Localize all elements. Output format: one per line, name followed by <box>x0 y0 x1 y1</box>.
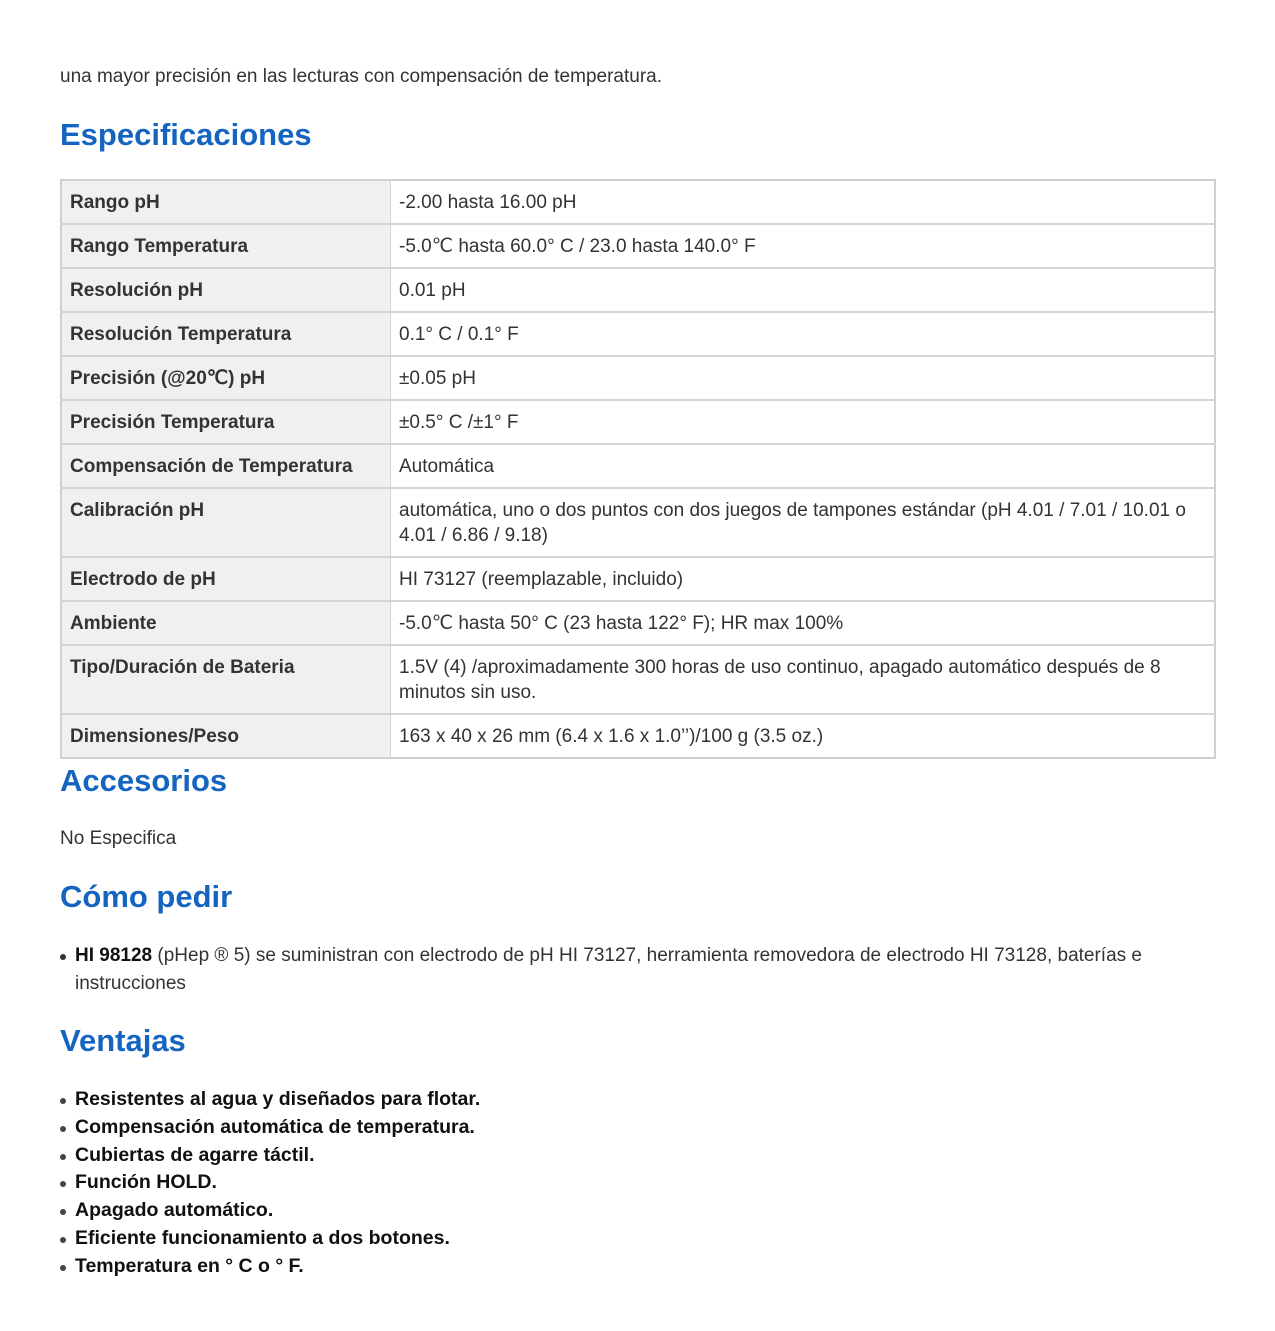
advantage-text: Eficiente funcionamiento a dos botones. <box>75 1226 450 1249</box>
spec-value: -2.00 hasta 16.00 pH <box>391 180 1216 224</box>
table-row <box>61 444 1215 488</box>
spec-value: ±0.05 pH <box>391 356 1216 400</box>
advantage-text: Compensación automática de temperatura. <box>75 1115 475 1138</box>
table-row <box>61 268 1215 312</box>
list-item <box>60 1142 480 1170</box>
list-item <box>60 1086 480 1114</box>
bullet-icon <box>60 1265 66 1271</box>
accessories-text: No Especifica <box>60 828 177 849</box>
spec-label: Rango pH <box>61 180 391 224</box>
spec-label: Resolución Temperatura <box>61 312 391 356</box>
accessories-heading: Accesorios <box>60 763 228 798</box>
list-item <box>60 1114 480 1142</box>
spec-label: Resolución pH <box>61 268 391 312</box>
bullet-icon <box>60 1209 66 1215</box>
list-item <box>60 1197 480 1225</box>
advantage-text: Resistentes al agua y diseñados para flotar. <box>75 1088 481 1110</box>
bullet-icon <box>60 1154 66 1160</box>
list-item <box>60 1253 480 1281</box>
advantage-text: Apagado automático. <box>75 1199 274 1222</box>
table-row <box>61 488 1215 557</box>
spec-value: 163 x 40 x 26 mm (6.4 x 1.6 x 1.0’’)/100 g (3.5 oz.) <box>391 714 1216 758</box>
spec-label: Precisión Temperatura <box>61 400 391 444</box>
advantages-list <box>60 1086 480 1281</box>
spec-label: Dimensiones/Peso <box>61 714 391 758</box>
specifications-table <box>60 179 1216 759</box>
table-row <box>61 645 1215 714</box>
specifications-heading: Especificaciones <box>60 117 312 152</box>
table-row <box>61 714 1215 758</box>
spec-value: ±0.5° C /±1° F <box>391 400 1216 444</box>
how-to-order-heading: Cómo pedir <box>60 879 233 914</box>
table-row <box>61 312 1215 356</box>
list-item <box>60 1169 480 1197</box>
spec-value: automática, uno o dos puntos con dos juegos de tampones estándar (pH 4.01 / 7.01 / 10.01 o 4.01 / 6.86 / 9.18) <box>391 488 1216 557</box>
bullet-icon <box>60 954 66 960</box>
spec-value: 1.5V (4) /aproximadamente 300 horas de uso continuo, apagado automático después de 8 minutos sin uso. <box>391 645 1216 714</box>
table-row <box>61 400 1215 444</box>
table-row <box>61 356 1215 400</box>
advantage-text: Función HOLD. <box>75 1171 217 1194</box>
spec-label: Compensación de Temperatura <box>61 444 391 488</box>
spec-value: 0.01 pH <box>391 268 1216 312</box>
table-row <box>61 180 1215 224</box>
spec-value: -5.0℃ hasta 50° C (23 hasta 122° F); HR max 100% <box>391 601 1216 645</box>
bullet-icon <box>60 1237 66 1243</box>
order-list <box>60 942 1180 998</box>
order-description: (pHep ® 5) se suministran con electrodo de pH HI 73127, herramienta removedora de electrodo HI 73128, baterías e instrucciones <box>75 945 1142 994</box>
spec-value: HI 73127 (reemplazable, incluido) <box>391 557 1216 601</box>
bullet-icon <box>60 1098 66 1104</box>
table-row <box>61 224 1215 268</box>
spec-label: Electrodo de pH <box>61 557 391 601</box>
list-item <box>60 942 1180 998</box>
advantages-heading: Ventajas <box>60 1023 186 1058</box>
spec-label: Tipo/Duración de Bateria <box>61 645 391 714</box>
table-row <box>61 557 1215 601</box>
spec-label: Ambiente <box>61 601 391 645</box>
advantage-text: Cubiertas de agarre táctil. <box>75 1143 315 1166</box>
spec-value: 0.1° C / 0.1° F <box>391 312 1216 356</box>
spec-value: Automática <box>391 444 1216 488</box>
order-model: HI 98128 <box>75 945 153 966</box>
spec-label: Calibración pH <box>61 488 391 557</box>
spec-label: Precisión (@20℃) pH <box>61 356 391 400</box>
spec-value: -5.0℃ hasta 60.0° C / 23.0 hasta 140.0° F <box>391 224 1216 268</box>
list-item <box>60 1225 480 1253</box>
bullet-icon <box>60 1181 66 1187</box>
bullet-icon <box>60 1126 66 1132</box>
advantage-text: Temperatura en ° C o ° F. <box>75 1254 304 1277</box>
table-row <box>61 601 1215 645</box>
spec-label: Rango Temperatura <box>61 224 391 268</box>
intro-paragraph: una mayor precisión en las lecturas con compensación de temperatura. <box>60 66 662 87</box>
